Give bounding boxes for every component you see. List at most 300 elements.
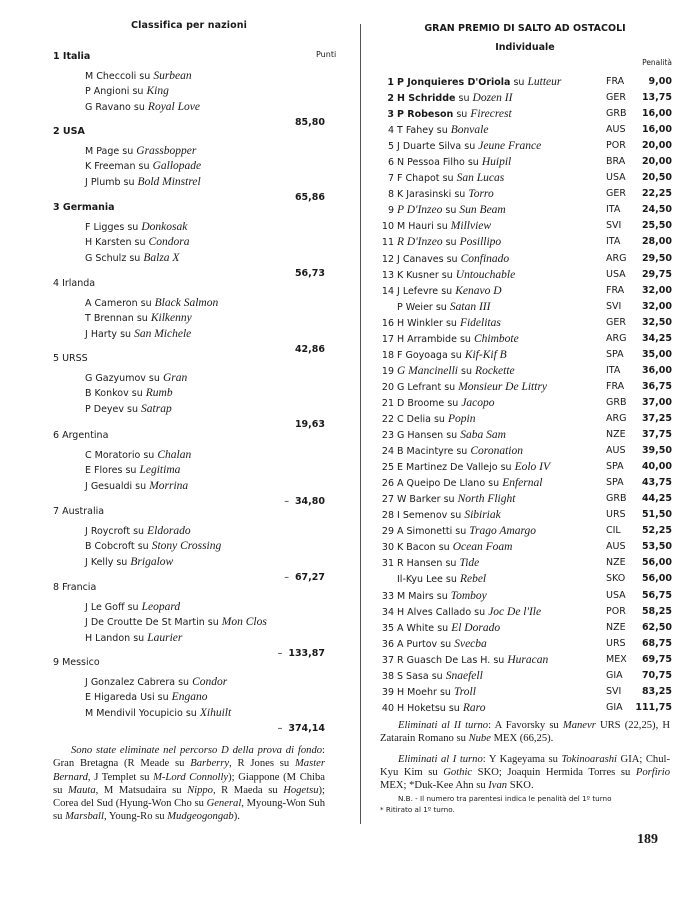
rank: 22 — [381, 413, 394, 425]
su-connector: su — [445, 317, 457, 329]
rank: 3 — [387, 109, 394, 121]
nation-entry — [53, 50, 325, 128]
penalty-value: 43,75 — [641, 477, 672, 489]
horse-name: Coronation — [470, 445, 523, 458]
su-connector: su — [436, 221, 448, 233]
rank: 30 — [381, 542, 394, 554]
horse-name: Enfernal — [502, 477, 543, 490]
rank: 40 — [381, 702, 394, 714]
su-connector: su — [441, 269, 453, 281]
su-connector: su — [436, 125, 448, 137]
rider-line: J Harty su San Michele — [85, 327, 192, 340]
nation-code: ITA — [606, 364, 621, 376]
su-connector: su — [433, 413, 445, 425]
penalty-value: 44,25 — [641, 493, 672, 505]
eliminated-round-2: Eliminati al II turno: A Favorsky su Manevr URS (22,25), H Zatarain Romano su Nube MEX (66,25). — [380, 720, 671, 745]
horse-name: Joc De l'Ile — [488, 605, 542, 618]
horse-name: Saba Sam — [460, 429, 506, 442]
rider-name: I Semenov — [397, 510, 448, 522]
nation-code: USA — [606, 268, 626, 280]
rider-name: K Bacon — [397, 542, 436, 554]
horse-name: Jeune France — [478, 140, 542, 153]
rider-name: H Arrambide — [397, 333, 457, 345]
su-connector: su — [431, 670, 443, 682]
nation-code: FRA — [606, 380, 625, 392]
nation-code: POR — [606, 605, 626, 617]
nation-name: 2 USA — [53, 126, 85, 137]
nation-code: NZE — [606, 621, 626, 633]
horse-name: Posillipo — [459, 236, 502, 249]
rank: 29 — [381, 526, 394, 538]
su-connector: su — [445, 558, 457, 570]
penalty-value: 37,75 — [641, 429, 672, 441]
horse-name: Tide — [459, 557, 480, 570]
nation-score: 85,80 — [294, 116, 325, 128]
penalty-value: 13,75 — [641, 92, 672, 104]
nation-code: MEX — [606, 653, 627, 665]
rider-line: G Schulz su Balza X — [85, 251, 180, 264]
rider-line: G Ravano su Royal Love — [85, 100, 200, 113]
rank: 36 — [381, 638, 394, 650]
penalty-value: 58,25 — [641, 605, 672, 617]
horse-name: Rockette — [475, 364, 515, 377]
result-row — [380, 411, 670, 427]
result-row — [380, 251, 670, 267]
nation-code: FRA — [606, 284, 625, 296]
penalty-value: 29,50 — [641, 252, 672, 264]
rider-name: M Mairs — [397, 590, 434, 602]
rank: 10 — [381, 221, 394, 233]
rider-name: J Canaves — [397, 253, 444, 265]
su-connector: su — [438, 542, 450, 554]
result-row — [380, 267, 670, 283]
result-row — [380, 668, 670, 684]
rider-name: F Chapot — [397, 173, 440, 185]
nation-score: – 374,14 — [277, 722, 325, 734]
rider-name: A Simonetti — [397, 526, 453, 538]
nation-code: GER — [606, 316, 626, 328]
nation-name: 9 Messico — [53, 657, 100, 668]
eliminated-round-1: Eliminati al I turno: Y Kageyama su Tokinoarashi GIA; Chul-Kyu Kim su Gothic SKO; Joaquin Hermida Torres su Porfirio MEX; *Duk-Kee Ahn su Ivan SKO. — [380, 753, 670, 792]
horse-name: Kenavo D — [455, 284, 502, 297]
penalty-value: 40,00 — [641, 461, 672, 473]
rider-line: J Gesualdi su Morrina — [85, 479, 189, 492]
nation-name: 7 Australia — [53, 506, 105, 517]
rank: 37 — [381, 654, 394, 666]
rank: 34 — [381, 606, 394, 618]
penalty-value: 56,75 — [641, 589, 672, 601]
nation-code: USA — [606, 589, 626, 601]
penalty-value: 111,75 — [635, 701, 672, 713]
horse-name: Eolo IV — [514, 461, 551, 474]
penalty-value: 70,75 — [641, 669, 672, 681]
rank: 8 — [387, 189, 394, 201]
rank: 11 — [381, 237, 394, 249]
rider-name: B Macintyre — [397, 446, 454, 458]
rider-name: T Fahey — [397, 125, 434, 137]
result-row — [380, 507, 670, 523]
su-connector: su — [464, 141, 476, 153]
result-row — [380, 347, 670, 363]
result-row — [380, 443, 670, 459]
nation-code: USA — [606, 172, 626, 184]
footnote-retired: * Ritirato al 1º turno. — [380, 805, 455, 814]
horse-name: Popin — [447, 412, 476, 425]
su-connector: su — [443, 494, 455, 506]
rider-name: R D'Inzeo — [397, 236, 443, 249]
penalty-value: 68,75 — [641, 637, 672, 649]
nation-entry — [53, 201, 325, 279]
result-row — [380, 636, 670, 652]
horse-name: Huracan — [507, 653, 549, 666]
horse-name: Firecrest — [470, 108, 512, 121]
nation-code: SPA — [606, 461, 624, 473]
su-connector: su — [474, 606, 486, 618]
horse-name: El Dorado — [451, 621, 501, 634]
penalty-value: 35,00 — [641, 348, 672, 360]
horse-name: Sibiriak — [464, 509, 501, 522]
rank: 20 — [381, 381, 394, 393]
result-row — [380, 363, 670, 379]
rank: 16 — [381, 317, 394, 329]
result-row — [380, 700, 670, 716]
rank: 13 — [381, 269, 394, 281]
result-row — [380, 218, 670, 234]
nation-score: 42,86 — [294, 343, 325, 355]
penalty-value: 37,00 — [641, 396, 672, 408]
rider-line: M Checcoli su Surbean — [85, 70, 192, 82]
nation-code: GER — [606, 92, 626, 104]
nation-code: GER — [606, 188, 626, 200]
penalty-value: 36,00 — [641, 364, 672, 376]
rider-name: P D'Inzeo — [397, 204, 443, 217]
nation-code: NZE — [606, 557, 626, 569]
su-connector: su — [446, 430, 458, 442]
nation-code: SKO — [606, 573, 626, 585]
result-row — [380, 90, 670, 106]
page-number: 189 — [637, 832, 658, 847]
su-connector: su — [513, 77, 525, 88]
rank: 9 — [387, 205, 394, 217]
result-row — [380, 315, 670, 331]
penalty-value: 24,50 — [641, 204, 672, 216]
penalty-value: 36,75 — [641, 380, 672, 392]
column-divider — [360, 24, 361, 824]
result-row — [380, 106, 670, 122]
rider-line: E Higareda Usi su Engano — [85, 691, 208, 704]
result-row — [380, 202, 670, 218]
penalty-value: 28,00 — [641, 236, 672, 248]
rank: 14 — [381, 285, 394, 297]
result-row — [380, 379, 670, 395]
nation-code: POR — [606, 140, 626, 152]
penalty-value: 53,50 — [641, 541, 672, 553]
horse-name: Snaefell — [445, 669, 483, 682]
nation-code: GRB — [606, 396, 627, 408]
penalty-value: 16,00 — [641, 108, 672, 120]
result-row — [380, 138, 670, 154]
su-connector: su — [458, 93, 470, 105]
rider-line: B Konkov su Rumb — [85, 387, 173, 400]
su-connector: su — [455, 526, 467, 538]
rider-name: H Alves Callado — [397, 606, 472, 618]
rider-name: J Lefevre — [397, 285, 439, 297]
result-row — [380, 588, 670, 604]
nation-code: AUS — [606, 445, 626, 457]
nation-name: 4 Irlanda — [53, 278, 96, 289]
rider-name: F Goyoaga — [397, 349, 448, 361]
nation-score: – 133,87 — [277, 647, 325, 659]
rank: 27 — [381, 494, 394, 506]
rider-line: F Ligges su Donkosak — [85, 221, 188, 233]
penalty-value: 34,25 — [641, 332, 672, 344]
result-row — [380, 170, 670, 186]
su-connector: su — [445, 237, 457, 249]
result-row — [380, 459, 670, 475]
nation-name: 1 Italia — [53, 51, 91, 62]
rider-name: H Schridde — [397, 93, 456, 105]
rider-name: R Guasch De Las H. — [397, 654, 491, 666]
penalty-value: 16,00 — [641, 124, 672, 136]
horse-name: Kif-Kif B — [464, 348, 507, 361]
nation-code: SVI — [606, 300, 622, 312]
result-row — [380, 475, 670, 491]
nation-code: ARG — [606, 332, 627, 344]
rider-line: P Angioni su King — [85, 85, 169, 98]
nation-code: SPA — [606, 477, 624, 489]
rider-name: S Sasa — [397, 670, 429, 682]
su-connector: su — [445, 574, 457, 586]
nation-score: 19,63 — [294, 418, 325, 430]
su-connector: su — [493, 654, 505, 666]
rider-line: J Kelly su Brigalow — [85, 555, 174, 568]
nation-entry — [53, 429, 325, 507]
penalty-value: 37,25 — [641, 412, 672, 424]
rank: 24 — [381, 446, 394, 458]
rank: 18 — [381, 349, 394, 361]
penalty-value: 25,50 — [641, 220, 672, 232]
nation-name: 3 Germania — [53, 202, 115, 213]
horse-name: Lutteur — [527, 76, 562, 88]
competition-subtitle: Individuale — [495, 42, 555, 53]
eliminated-riders-notes — [380, 719, 670, 799]
rider-name: K Jarasinski — [397, 189, 452, 201]
penalty-value: 20,50 — [641, 172, 672, 184]
rank: 21 — [381, 397, 394, 409]
horse-name: Tomboy — [450, 589, 487, 602]
result-row — [380, 395, 670, 411]
rider-name: A Purtov — [397, 638, 438, 650]
su-connector: su — [439, 686, 451, 698]
su-connector: su — [450, 510, 462, 522]
penalty-value: 56,00 — [641, 573, 672, 585]
rider-line: K Freeman su Gallopade — [85, 160, 202, 173]
penalty-value: 29,75 — [641, 268, 672, 280]
penalty-value: 62,50 — [641, 621, 672, 633]
nation-code: BRA — [606, 156, 626, 168]
rider-name: A Queipo De Llano — [397, 478, 486, 490]
su-connector: su — [456, 446, 468, 458]
horse-name: Bonvale — [450, 124, 489, 137]
rider-line: A Cameron su Black Salmon — [85, 297, 219, 309]
horse-name: Huipil — [481, 156, 512, 169]
rank: 4 — [387, 125, 394, 137]
rank: 28 — [381, 510, 394, 522]
rider-name: K Kusner — [397, 269, 439, 281]
rider-line: M Page su Grassbopper — [85, 145, 197, 157]
rank: 7 — [387, 173, 394, 185]
rider-line: B Cobcroft su Stony Crossing — [85, 540, 222, 553]
su-connector: su — [445, 205, 457, 217]
su-connector: su — [435, 301, 447, 313]
su-connector: su — [500, 462, 512, 474]
nation-code: GRB — [606, 493, 627, 505]
result-row — [380, 427, 670, 443]
rank: 17 — [381, 333, 394, 345]
nation-code: SPA — [606, 348, 624, 360]
horse-name: Ocean Foam — [452, 541, 513, 554]
result-row — [380, 299, 670, 315]
rider-line: G Gazyumov su Gran — [85, 372, 188, 384]
rider-name: H Winkler — [397, 317, 443, 329]
competition-title: GRAN PREMIO DI SALTO AD OSTACOLI — [424, 23, 626, 34]
result-row — [380, 555, 670, 571]
result-row — [380, 604, 670, 620]
su-connector: su — [436, 590, 448, 602]
nation-entry — [53, 125, 325, 203]
result-row — [380, 652, 670, 668]
su-connector: su — [437, 622, 449, 634]
result-row — [380, 523, 670, 539]
horse-name: Monsieur De Littry — [458, 380, 548, 393]
horse-name: Svecba — [454, 637, 487, 650]
su-connector: su — [444, 381, 456, 393]
rank: 1 — [387, 77, 394, 88]
rider-line: P Deyev su Satrap — [85, 402, 172, 415]
su-connector: su — [446, 253, 458, 265]
penalty-value: 20,00 — [641, 156, 672, 168]
rank: 26 — [381, 478, 394, 490]
rider-name: D Broome — [397, 397, 445, 409]
su-connector: su — [454, 189, 466, 201]
result-row — [380, 122, 670, 138]
rank: 6 — [387, 157, 394, 169]
rider-name: P Weier — [397, 301, 433, 313]
penalty-value: 9,00 — [648, 76, 672, 87]
rider-name: P Jonquieres D'Oriola — [397, 77, 511, 88]
nation-code: SVI — [606, 685, 622, 697]
result-row — [380, 571, 670, 587]
nation-code: ITA — [606, 204, 621, 216]
nation-name: 8 Francia — [53, 582, 97, 593]
result-row — [380, 684, 670, 700]
rank: 25 — [381, 462, 394, 474]
result-row — [380, 331, 670, 347]
horse-name: Millview — [450, 220, 492, 233]
nation-entry — [53, 656, 325, 734]
nation-code: ARG — [606, 412, 627, 424]
rider-name: R Hansen — [397, 558, 443, 570]
rider-name: N Pessoa Filho — [397, 157, 465, 169]
horse-name: Fidelitas — [459, 316, 501, 329]
nations-ranking-title: Classifica per nazioni — [131, 20, 247, 31]
rider-line: T Brennan su Kilkenny — [85, 312, 192, 325]
horse-name: Raro — [462, 701, 486, 714]
rider-name: P Robeson — [397, 109, 454, 121]
nation-entry — [53, 581, 325, 659]
nation-score: – 67,27 — [284, 571, 325, 583]
nation-name: 6 Argentina — [53, 430, 109, 441]
su-connector: su — [448, 702, 460, 714]
nation-entry — [53, 352, 325, 430]
rider-line: C Moratorio su Chalan — [85, 449, 192, 461]
horse-name: Satan III — [449, 300, 491, 313]
rank: 35 — [381, 622, 394, 634]
rider-name: A White — [397, 622, 435, 634]
rider-name: C Delia — [397, 413, 431, 425]
footnote-nb: N.B. - Il numero tra parentesi indica le penalità del 1º turno — [398, 794, 612, 803]
horse-name: Sun Beam — [459, 204, 506, 217]
rank: 12 — [381, 253, 394, 265]
nation-code: GRB — [606, 108, 627, 120]
su-connector: su — [440, 638, 452, 650]
footnote — [380, 793, 670, 815]
horse-name: Chimbote — [473, 332, 519, 345]
results-table — [380, 74, 670, 716]
horse-name: Rebel — [459, 573, 487, 586]
penalty-value: 56,00 — [641, 557, 672, 569]
nation-name: 5 URSS — [53, 353, 88, 364]
su-connector: su — [488, 478, 500, 490]
rider-name: G Lefrant — [397, 381, 442, 393]
rank: 31 — [381, 558, 394, 570]
eliminated-teams-note: Sono state eliminate nel percorso D della prova di fondo: Gran Bretagna (R Meade su Barberry, R Jones su Master Bernard, J Templet su M-Lord Connolly); Giappone (M Chiba su Mauta, M Matsudaira su Nippo, R Maeda su Hogetsu); Corea del Sud (Hyung-Won Cho su General, Myoung-Won Suh su Marsball, Young-Ro su Mudgeogongab). — [53, 745, 325, 823]
rider-line: J Le Goff su Leopard — [85, 601, 181, 613]
su-connector: su — [442, 173, 454, 185]
nation-code: GIA — [606, 669, 623, 681]
result-row — [380, 154, 670, 170]
nation-code: AUS — [606, 124, 626, 136]
penalty-value: 32,50 — [641, 316, 672, 328]
su-connector: su — [450, 349, 462, 361]
su-connector: su — [447, 397, 459, 409]
nation-code: ITA — [606, 236, 621, 248]
horse-name: Trago Amargo — [469, 525, 537, 538]
penalty-value: 51,50 — [641, 509, 672, 521]
nation-score: – 34,80 — [284, 495, 325, 507]
penalty-value: 32,00 — [641, 300, 672, 312]
result-row — [380, 539, 670, 555]
rider-name: G Hansen — [397, 430, 444, 442]
rank: 19 — [381, 365, 394, 377]
result-row — [380, 283, 670, 299]
penalty-value: 20,00 — [641, 140, 672, 152]
result-row — [380, 74, 670, 90]
penalty-value: 32,00 — [641, 284, 672, 296]
nation-score: 65,86 — [294, 191, 325, 203]
nation-code: NZE — [606, 429, 626, 441]
nation-entry — [53, 505, 325, 583]
rider-line: E Flores su Legitima — [85, 464, 181, 477]
horse-name: Untouchable — [455, 268, 516, 281]
rider-name: E Martinez De Vallejo — [397, 462, 498, 474]
rider-name: H Hoketsu — [397, 702, 446, 714]
nation-code: SVI — [606, 220, 622, 232]
nation-code: ARG — [606, 252, 627, 264]
points-column-label: Punti — [316, 50, 337, 59]
horse-name: Dozen II — [472, 92, 513, 105]
penalty-value: 22,25 — [641, 188, 672, 200]
